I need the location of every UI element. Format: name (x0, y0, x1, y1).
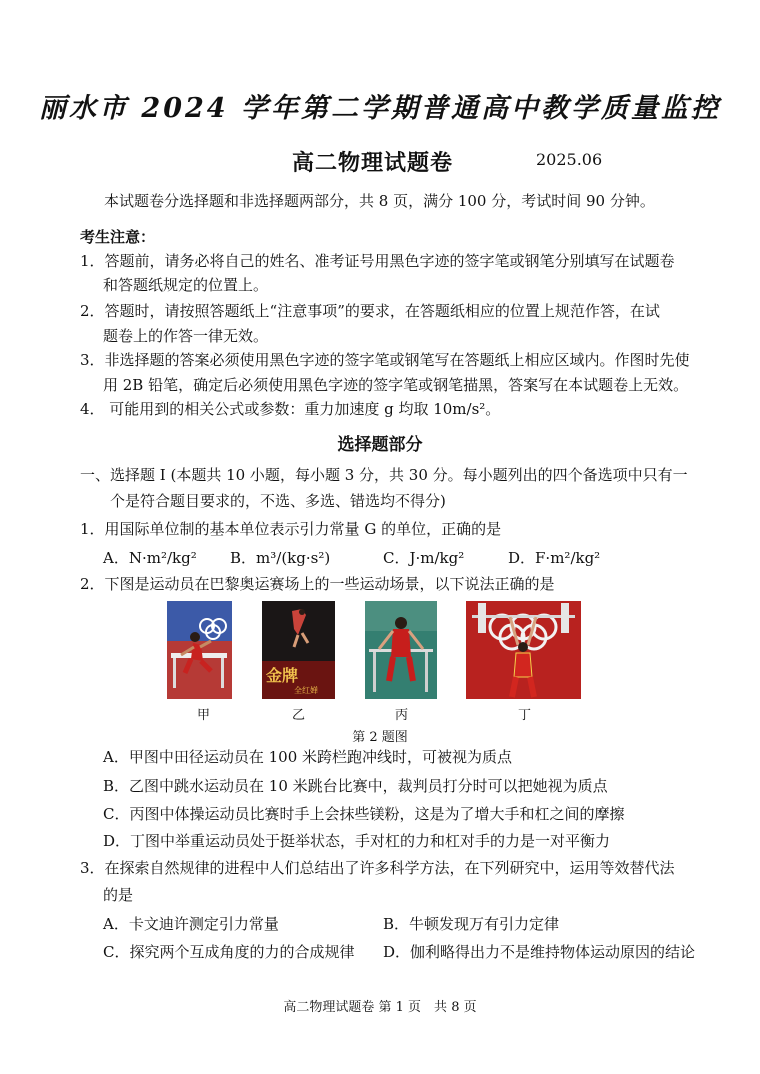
page-footer: 高二物理试题卷 第 1 页 共 8 页 (283, 1000, 477, 1015)
q3-stem-cont: 的是 (103, 886, 134, 904)
exam-main-title: 丽水市 2024 学年第二学期普通高中教学质量监控 (39, 93, 721, 124)
notice-item-3-cont: 用 2B 铅笔，确定后必须使用黑色字迹的签字笔或钢笔描黑，答案写在本试题卷上无效。 (103, 376, 689, 394)
q2-option-d: D．丁图中举重运动员处于挺举状态，手对杠的力和杠对手的力是一对平衡力 (103, 832, 611, 850)
q3-option-d: D．伽利略得出力不是维持物体运动原因的结论 (383, 943, 696, 961)
q2-option-c: C．丙图中体操运动员比赛时手上会抹些镁粉，这是为了增大手和杠之间的摩擦 (103, 805, 625, 823)
photo-weightlifting (466, 601, 581, 699)
q2-option-a: A．甲图中田径运动员在 100 米跨栏跑冲线时，可被视为质点 (103, 748, 513, 766)
notice-item-2: 2．答题时，请按照答题纸上“注意事项”的要求，在答题纸相应的位置上规范作答，在试 (80, 302, 660, 320)
photo-athlete-name: 全红婵 (294, 686, 318, 695)
q2-option-b: B．乙图中跳水运动员在 10 米跳台比赛中，裁判员打分时可以把她视为质点 (103, 777, 608, 795)
notice-item-2-cont: 题卷上的作答一律无效。 (103, 327, 269, 345)
notice-item-1: 1．答题前，请务必将自己的姓名、准考证号用黑色字迹的签字笔或钢笔分别填写在试题卷 (80, 252, 675, 270)
notice-item-3: 3．非选择题的答案必须使用黑色字迹的签字笔或钢笔写在答题纸上相应区域内。作图时先使 (80, 351, 690, 369)
notice-item-1-cont: 和答题纸规定的位置上。 (103, 276, 269, 294)
q1-option-c: C．J·m/kg² (383, 549, 465, 567)
figure-caption: 第 2 题图 (352, 730, 408, 745)
exam-date: 2025.06 (536, 150, 603, 169)
q2-stem: 2．下图是运动员在巴黎奥运赛场上的一些运动场景，以下说法正确的是 (80, 575, 555, 593)
q3-option-c: C．探究两个互成角度的力的合成规律 (103, 943, 355, 961)
q3-option-a: A．卡文迪许测定引力常量 (103, 915, 279, 933)
figure-label-ding: 丁 (518, 708, 532, 723)
q3-option-b: B．牛顿发现万有引力定律 (383, 915, 560, 933)
subject-title: 高二物理试题卷 (292, 150, 454, 176)
photo-hurdles (167, 601, 232, 699)
figure-label-jia: 甲 (197, 708, 211, 723)
notice-item-4: 4． 可能用到的相关公式或参数：重力加速度 g 均取 10m/s²。 (80, 400, 501, 418)
intro-text: 本试题卷分选择题和非选择题两部分，共 8 页，满分 100 分，考试时间 90 分钟。 (104, 192, 655, 210)
q3-stem: 3．在探索自然规律的进程中人们总结出了许多科学方法，在下列研究中，运用等效替代法 (80, 859, 675, 877)
q1-option-d: D．F·m²/kg² (508, 549, 601, 567)
part-instructions: 一、选择题 I (本题共 10 小题，每小题 3 分，共 30 分。每小题列出的四个备选项中只有一 (80, 466, 688, 484)
q1-option-a: A．N·m²/kg² (103, 549, 197, 567)
figure-label-bing: 丙 (395, 708, 409, 723)
section-title: 选择题部分 (337, 435, 423, 455)
q1-stem: 1．用国际单位制的基本单位表示引力常量 G 的单位，正确的是 (80, 520, 502, 538)
notice-heading: 考生注意： (80, 228, 156, 246)
photo-gymnastics (365, 601, 437, 699)
figure-label-yi: 乙 (292, 708, 306, 723)
photo-gold-text: 金牌 (266, 666, 299, 685)
q1-option-b: B．m³/(kg·s²) (230, 549, 331, 567)
part-instructions-cont: 个是符合题目要求的，不选、多选、错选均不得分) (110, 492, 446, 510)
photo-diving (262, 601, 335, 699)
